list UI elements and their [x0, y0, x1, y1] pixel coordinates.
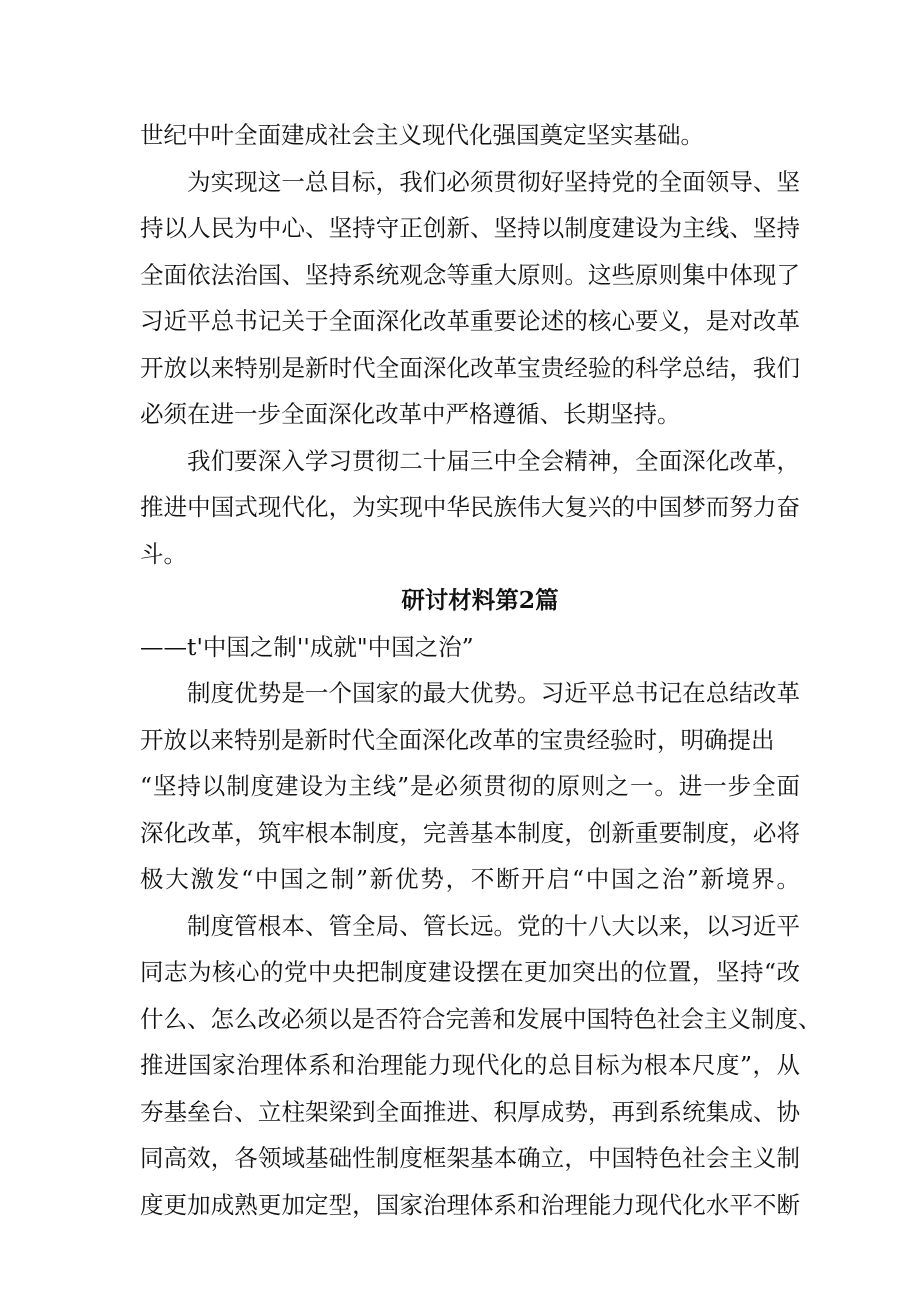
- text-line: 制度管根本、管全局、管长远。党的十八大以来，以习近平: [187, 911, 800, 940]
- document-body: [140, 112, 822, 1228]
- text-line: 同高效，各领域基础性制度框架基本确立，中国特色社会主义制: [140, 1144, 800, 1172]
- text-line: 度更加成熟更加定型，国家治理体系和治理能力现代化水平不断: [140, 1190, 800, 1219]
- text-line: 什么、怎么改必须以是否符合完善和发展中国特色社会主义制度、: [140, 1004, 822, 1033]
- text-line: 世纪中叶全面建成社会主义现代化强国奠定坚实基础。: [140, 121, 704, 149]
- text-line: 夯基垒台、立柱架梁到全面推进、积厚成势，再到系统集成、协: [140, 1097, 800, 1126]
- text-line: 同志为核心的党中央把制度建设摆在更加突出的位置，坚持“改: [140, 958, 800, 986]
- text-line: 制度优势是一个国家的最大优势。习近平总书记在总结改革: [187, 679, 800, 707]
- text-line: “坚持以制度建设为主线”是必须贯彻的原则之一。进一步全面: [140, 772, 800, 800]
- section-heading: 研讨材料第2篇: [401, 586, 559, 614]
- text-line: 推进中国式现代化，为实现中华民族伟大复兴的中国梦而努力奋: [140, 493, 800, 521]
- text-line: 习近平总书记关于全面深化改革重要论述的核心要义，是对改革: [140, 307, 800, 335]
- section-subtitle: ——t'中国之制''成就"中国之治”: [140, 632, 474, 661]
- text-line: 开放以来特别是新时代全面深化改革宝贵经验的科学总结，我们: [140, 353, 800, 382]
- text-line: 我们要深入学习贯彻二十届三中全会精神，全面深化改革，: [187, 446, 800, 475]
- text-line: 必须在进一步全面深化改革中严格遵循、长期坚持。: [140, 400, 681, 428]
- text-line: 推进国家治理体系和治理能力现代化的总目标为根本尺度”，从: [140, 1051, 800, 1079]
- text-line: 为实现这一总目标，我们必须贯彻好坚持党的全面领导、坚: [187, 167, 800, 196]
- text-line: 全面依法治国、坚持系统观念等重大原则。这些原则集中体现了: [140, 260, 800, 289]
- text-line: 持以人民为中心、坚持守正创新、坚持以制度建设为主线、坚持: [140, 214, 800, 242]
- text-line: 极大激发“中国之制”新优势，不断开启“中国之治”新境界。: [140, 865, 800, 893]
- text-line: 开放以来特别是新时代全面深化改革的宝贵经验时，明确提出: [140, 725, 775, 754]
- text-line: 斗。: [140, 539, 187, 568]
- text-line: 深化改革，筑牢根本制度，完善基本制度，创新重要制度，必将: [140, 818, 800, 847]
